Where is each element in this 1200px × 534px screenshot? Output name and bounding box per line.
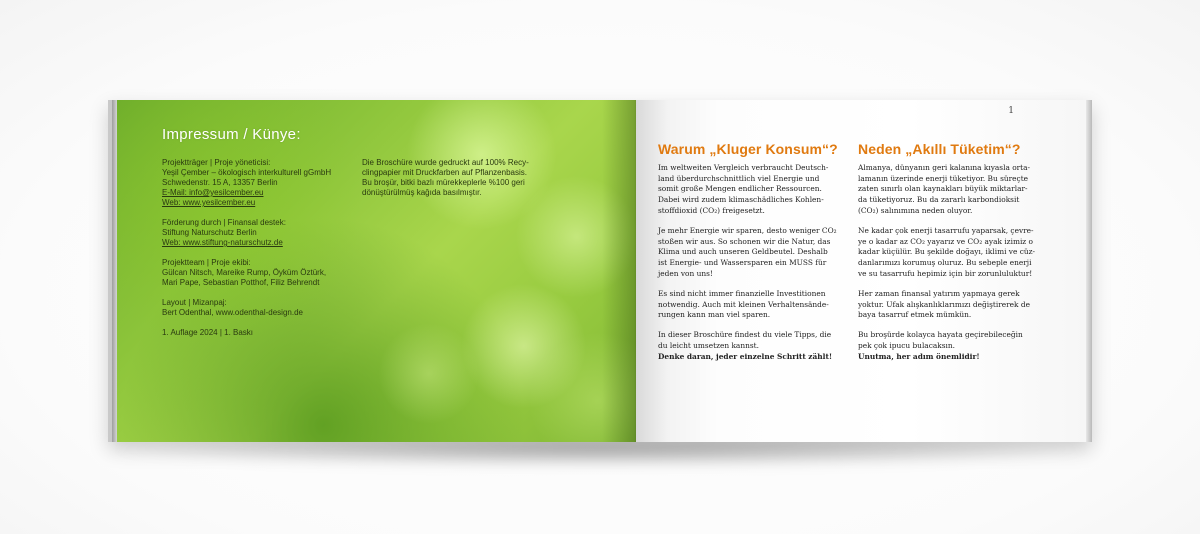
imprint-details bbox=[162, 158, 362, 348]
turkish-paragraph: Her zaman finansal yatırım yapmaya gerek yoktur. Ufak alışkanlıklarımızı değiştirerek de baya tasarruf etmek mümkün. bbox=[858, 288, 1030, 320]
imprint-page bbox=[108, 100, 640, 442]
page-edge-left bbox=[112, 100, 117, 442]
print-note-line: Bu broşür, bitki bazlı mürekkeplerle %100 geri bbox=[362, 178, 525, 187]
imprint-line: Bert Odenthal, www.odenthal-design.de bbox=[162, 308, 303, 317]
imprint-block-publisher bbox=[162, 158, 362, 208]
german-paragraph: Es sind nicht immer finanzielle Investitionen notwendig. Auch mit kleinen Verhaltensände- rungen kann man viel sparen. bbox=[658, 288, 829, 320]
imprint-line: 1. Auflage 2024 | 1. Baskı bbox=[162, 328, 254, 337]
imprint-web-link[interactable]: Web: www.yesilcember.eu bbox=[162, 198, 256, 207]
turkish-paragraph: Ne kadar çok enerji tasarrufu yaparsak, çevre- ye o kadar az CO₂ yayarız ve CO₂ ayak izimiz o kadar küçülür. Bu şekilde doğayı, iklimi ve cüz- danlarımızı korumuş oluruz. Bu sebeple enerji ve su tasarrufu hepimiz için bir zorunluluktur! bbox=[858, 225, 1035, 278]
turkish-heading: Neden „Akıllı Tüketim“? bbox=[858, 141, 1021, 157]
turkish-column bbox=[858, 141, 1044, 372]
imprint-line: Mari Pape, Sebastian Potthof, Filiz Behrendt bbox=[162, 278, 320, 287]
german-closing-line: Denke daran, jeder einzelne Schritt zählt! bbox=[658, 351, 833, 361]
turkish-paragraph: Bu broşürde kolayca hayata geçirebileceğin pek çok ipucu bulacaksın. Unutma, her adım önemlidir! bbox=[858, 330, 1023, 361]
german-paragraph: In dieser Broschüre findest du viele Tipps, die du leicht umsetzen kannst. Denke daran, jeder einzelne Schritt zählt! bbox=[658, 330, 833, 361]
imprint-line: Projektteam | Proje ekibi: bbox=[162, 258, 251, 267]
imprint-block-funding bbox=[162, 218, 362, 248]
spine-shadow bbox=[602, 100, 640, 442]
imprint-title: Impressum / Künye: bbox=[162, 126, 301, 143]
open-brochure bbox=[108, 100, 1092, 442]
turkish-paragraph: Almanya, dünyanın geri kalanına kıyasla orta- lamanın üzerinde enerji tüketiyor. Bu süreçte zaten sınırlı olan kaynakları büyük miktarlar- da tüketiyoruz. Bu da zararlı karbondioksit (CO₂) salınımına neden oluyor. bbox=[858, 162, 1031, 215]
imprint-line: Schwedenstr. 15 A, 13357 Berlin bbox=[162, 178, 278, 187]
imprint-block-edition bbox=[162, 328, 362, 338]
print-note-line: clingpapier mit Druckfarben auf Pflanzenbasis. bbox=[362, 168, 527, 177]
imprint-line: Gülcan Nitsch, Mareike Rump, Öyküm Öztürk, bbox=[162, 268, 327, 277]
imprint-line: Projektträger | Proje yöneticisi: bbox=[162, 158, 271, 167]
turkish-closing-line: Unutma, her adım önemlidir! bbox=[858, 351, 980, 361]
page-edge-right bbox=[1086, 100, 1092, 442]
imprint-line: Förderung durch | Finansal destek: bbox=[162, 218, 286, 227]
print-note-line: Die Broschüre wurde gedruckt auf 100% Recy- bbox=[362, 158, 529, 167]
imprint-line: Yeşil Çember – ökologisch interkulturell gGmbH bbox=[162, 168, 332, 177]
imprint-block-team bbox=[162, 258, 362, 288]
funding-web-link[interactable]: Web: www.stiftung-naturschutz.de bbox=[162, 238, 283, 247]
content-page bbox=[636, 100, 1092, 442]
print-note bbox=[362, 158, 552, 198]
imprint-block-layout bbox=[162, 298, 362, 318]
german-heading: Warum „Kluger Konsum“? bbox=[658, 141, 838, 157]
german-paragraph: Je mehr Energie wir sparen, desto weniger CO₂ stoßen wir aus. So schonen wir die Natur, das Klima und auch unseren Geldbeutel. Deshalb ist Energie- und Wassersparen ein MUSS für jeden von uns! bbox=[658, 225, 837, 278]
imprint-line: Stiftung Naturschutz Berlin bbox=[162, 228, 257, 237]
page-number: 1 bbox=[1008, 106, 1014, 116]
imprint-line: Layout | Mizanpaj: bbox=[162, 298, 227, 307]
german-paragraph: Im weltweiten Vergleich verbraucht Deutsch- land überdurchschnittlich viel Energie und somit große Mengen endlicher Ressourcen. Dabei wird zudem klimaschädliches Kohlen- stoffdioxid (CO₂) freigesetzt. bbox=[658, 162, 829, 215]
imprint-email[interactable]: E-Mail: info@yesilcember.eu bbox=[162, 188, 264, 197]
print-note-line: dönüştürülmüş kağıda basılmıştır. bbox=[362, 188, 482, 197]
german-column bbox=[658, 141, 844, 372]
